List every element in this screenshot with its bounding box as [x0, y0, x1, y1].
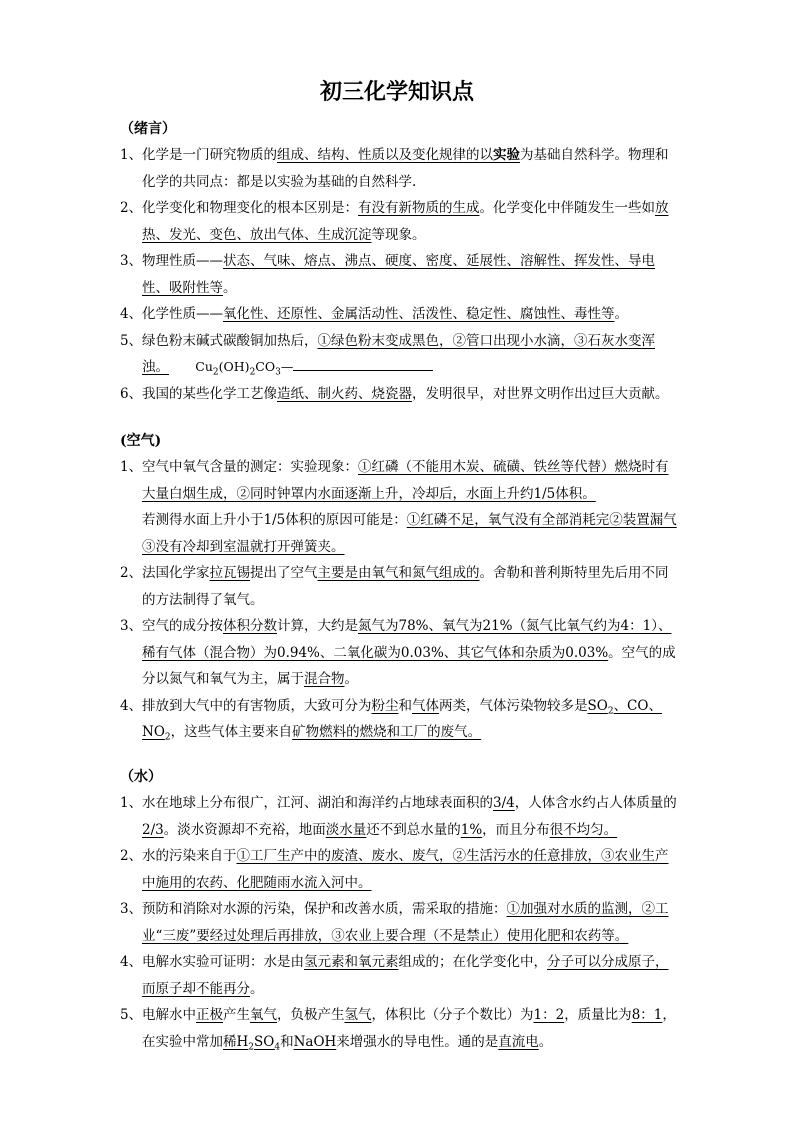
- item-text: 水的污染来自于: [142, 848, 237, 864]
- item-underlined-text: ①红磷不足，氧气没有全部消耗完②装置漏气③没有冷却到室温就打开弹簧夹。: [142, 512, 677, 555]
- item-underlined-text: 拉瓦锡: [209, 565, 250, 581]
- item-underlined-text: ①绿色粉末变成黑色，②管口出现小水滴，③石灰水变浑浊。: [142, 332, 655, 375]
- list-item: [120, 896, 680, 949]
- chemical-formula: NaOH: [293, 1033, 337, 1050]
- item-text: 计算，大约是: [277, 618, 358, 634]
- item-text: 我国的某些化学工艺像: [142, 385, 277, 402]
- item-number: 2、: [120, 565, 143, 581]
- item-text: 水在地球上分布很广，江河、湖泊和海洋约占地球表面积的: [142, 795, 493, 811]
- item-text: 。: [223, 279, 237, 296]
- list-item: [120, 1002, 680, 1055]
- item-underlined-text: 2/3: [142, 821, 164, 838]
- item-underlined-text: 直流电: [498, 1033, 539, 1050]
- item-number: 2、: [120, 200, 143, 216]
- item-text: ，发明很早，对世界文明作出过巨大贡献。: [412, 385, 669, 402]
- item-text: 还不到总水量的: [366, 821, 461, 838]
- item-text: 化学是一门研究物质的: [142, 147, 277, 163]
- list-item: [120, 790, 680, 843]
- item-text: 。淡水资源却不充裕，地面: [163, 821, 326, 838]
- item-text: ，质量比为: [564, 1007, 632, 1023]
- item-text: 若测得水面上升小于1/5体积的原因可能是：: [142, 512, 407, 528]
- item-underlined-text: ①工厂生产中的废渣、废水、废气，②生活污水的任意排放，③农业生产中施用的农药、化肥随雨水流入河中。: [142, 848, 669, 891]
- item-text: 电解水实验可证明：水是由: [142, 954, 304, 970]
- item-text: 。: [614, 306, 628, 322]
- item-text: 产生: [223, 1007, 250, 1023]
- item-text: 空气中氧气含量的测定：实验现象：: [142, 459, 358, 475]
- chemical-formula: $Cu_2(OH)_2CO_3—$: [195, 359, 294, 378]
- item-text: 为基础自然科学。物理和化学的共同点：都是以实验为基础的自然科学.: [142, 147, 669, 190]
- item-number: 6、: [120, 385, 143, 402]
- item-text: 和: [398, 697, 412, 714]
- item-number: 1、: [120, 147, 143, 163]
- item-number: 1、: [120, 795, 143, 811]
- item-text: 空气的成分按: [142, 618, 223, 634]
- item-underlined-text: 造纸、制火药、烧瓷器: [277, 385, 412, 402]
- item-text: ，这些气体主要来自: [170, 724, 293, 740]
- item-text: 绿色粉末碱式碳酸铜加热后，: [142, 332, 318, 349]
- section-heading: （水）: [120, 769, 162, 785]
- item-text: 。: [538, 1033, 553, 1050]
- section-heading: (空气): [120, 433, 162, 449]
- item-bold-text: 实验: [493, 147, 520, 163]
- item-text: 等现象。: [371, 226, 426, 243]
- item-text: 电解水中: [142, 1007, 196, 1023]
- section-air: [120, 428, 680, 746]
- list-item: [120, 248, 680, 301]
- item-text: 排放到大气中的有害物质，大致可分为: [142, 697, 372, 714]
- item-number: 3、: [120, 901, 143, 917]
- item-underlined-text: 主要是由氧气和氮气组成的: [317, 565, 480, 581]
- item-underlined-text: 淡水量: [325, 821, 367, 838]
- item-number: 4、: [120, 954, 143, 970]
- list-item: [120, 142, 680, 195]
- item-underlined-text: 氢元素和氧元素: [304, 954, 399, 970]
- section-heading: （绪言）: [120, 121, 176, 137]
- item-underlined-text: 3/4: [493, 795, 515, 811]
- item-underlined-text: 很不均匀。: [549, 821, 618, 838]
- answer-blank: [293, 356, 433, 371]
- item-number: 2、: [120, 848, 143, 864]
- section-water: [120, 764, 680, 1055]
- item-text: ，负极产生: [277, 1007, 345, 1023]
- item-text: 。空气的成分以氮气和氧气为主，属于: [142, 644, 676, 687]
- item-underlined-text: 放热、发光、变色、放出气体、生成沉淀: [142, 200, 669, 243]
- item-text: 。: [344, 671, 358, 687]
- item-text: ，体积比（分子个数比）为: [371, 1007, 534, 1023]
- item-number: 4、: [120, 697, 143, 714]
- item-text: 。舍勒和普利斯特里先后用不同的方法制得了氧气。: [142, 565, 669, 608]
- item-text: 。: [250, 980, 264, 997]
- item-text: 法国化学家: [142, 565, 210, 581]
- item-underlined-text: 有没有新物质的生成: [358, 200, 480, 216]
- item-underlined-text: 混合物: [304, 671, 345, 687]
- item-underlined-text: ①红磷（不能用木炭、硫磺、铁丝等代替）燃烧时有大量白烟生成，②同时钟罩内水面逐渐上升，冷却后，水面上升约1/5体积。: [142, 459, 669, 502]
- item-underlined-text: 8：1: [631, 1007, 663, 1023]
- item-underlined-text: 1%: [460, 821, 483, 838]
- item-text: ，而且分布: [482, 821, 550, 838]
- item-text: 和: [280, 1033, 294, 1050]
- chemical-formula: $SO_2$、CO、$NO_2$: [142, 697, 662, 743]
- item-text: ，人体含水约占人体质量的: [514, 795, 677, 811]
- item-underlined-text: 氮气为78%、氧气为21%（氮气比氧气约为4：1）、稀有气体（混合物）为0.94%、二氧化碳为0.03%、其它气体和杂质为0.03%: [142, 618, 672, 661]
- item-underlined-text: 粉尘: [371, 697, 399, 714]
- item-number: 4、: [120, 306, 143, 322]
- list-item: [120, 328, 680, 381]
- list-item: [120, 949, 680, 1002]
- list-subitem: [120, 507, 680, 560]
- item-underlined-text: 氧气: [250, 1007, 277, 1023]
- item-number: 3、: [120, 618, 143, 634]
- item-number: 1、: [120, 459, 143, 475]
- list-item: [120, 195, 680, 248]
- item-text: ，在实验中常加: [142, 1007, 676, 1050]
- list-item: [120, 843, 680, 896]
- item-underlined-text: 矿物燃料的燃烧和工厂的废气。: [292, 724, 482, 740]
- item-text: 提出了空气: [250, 565, 318, 581]
- item-number: 5、: [120, 1007, 143, 1023]
- list-item: [120, 693, 680, 746]
- item-text: 组成的；在化学变化中，: [398, 954, 547, 970]
- item-underlined-text: 体积分数: [223, 618, 277, 634]
- list-item: [120, 381, 680, 408]
- item-text: 化学性质——: [142, 306, 223, 322]
- list-item: [120, 454, 680, 507]
- item-underlined-text: 分子可以分成原子，而原子却不能再分: [142, 954, 669, 997]
- item-text: 两类，气体污染物较多是: [439, 697, 588, 714]
- item-text: 来增强水的导电性。通的是: [336, 1033, 499, 1050]
- list-item: [120, 613, 680, 693]
- item-underlined-text: 状态、气味、熔点、沸点、硬度、密度、延展性、溶解性、挥发性、导电性、吸附性等: [142, 253, 655, 296]
- item-text: 化学变化和物理变化的根本区别是：: [142, 200, 358, 216]
- item-underlined-text: 组成、结构、性质以及变化规律的以: [277, 147, 493, 163]
- item-text: 物理性质——: [142, 253, 223, 269]
- item-underlined-text: 氧化性、还原性、金属活动性、活泼性、稳定性、腐蚀性、毒性等: [223, 306, 615, 322]
- item-text: 预防和消除对水源的污染，保护和改善水质，需采取的措施：: [142, 901, 507, 917]
- item-underlined-text: 1：2: [533, 1007, 565, 1023]
- list-item: [120, 301, 680, 328]
- section-introduction: [120, 116, 680, 407]
- chemical-formula: 稀$H_2SO_4$: [223, 1033, 281, 1053]
- item-number: 5、: [120, 332, 143, 349]
- item-number: 3、: [120, 253, 143, 269]
- item-underlined-text: ①加强对水质的监测，②工业“三废”要经过处理后再排放，③农业上要合理（不是禁止）使用化肥和农药等。: [142, 901, 669, 944]
- item-underlined-text: 氢气: [344, 1007, 372, 1023]
- item-text: 。化学变化中伴随发生一些如: [479, 200, 655, 216]
- list-item: [120, 560, 680, 613]
- document-title: 初三化学知识点: [319, 80, 474, 105]
- item-underlined-text: 正极: [196, 1007, 223, 1023]
- item-underlined-text: 气体: [412, 697, 439, 714]
